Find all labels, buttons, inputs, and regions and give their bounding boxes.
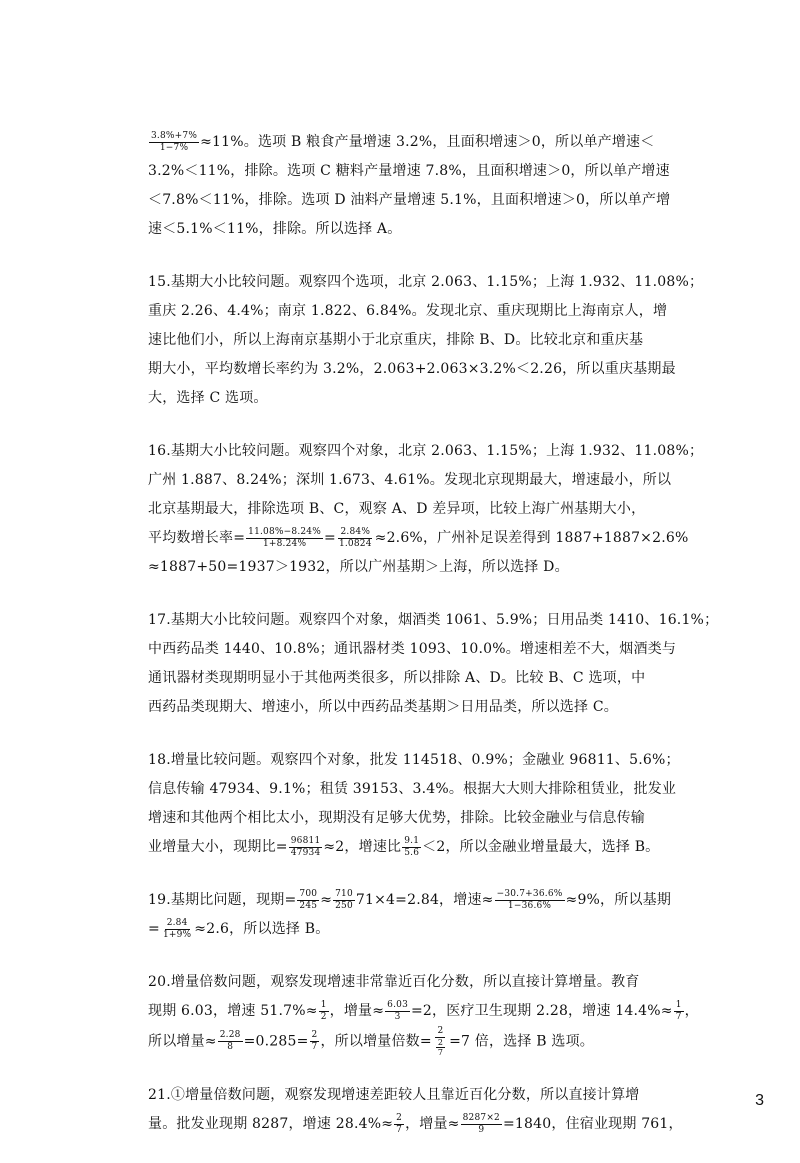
text-line: 速＜5.1%＜11%，排除。所以选择 A。 <box>148 221 402 237</box>
text-line <box>148 524 689 553</box>
text: ，增量≈ <box>405 1116 460 1132</box>
text-line: 期大小，平均数增长率约为 3.2%，2.063+2.063×3.2%＜2.26，所以重庆基期最 <box>148 361 676 377</box>
fraction <box>161 918 193 941</box>
text-line: 广州 1.887、8.24%；深圳 1.673、4.61%。发现北京现期最大，增速最小，所以 <box>148 472 672 488</box>
fraction-numerator: 1 <box>320 999 327 1010</box>
text: =1840，住宿业现期 761， <box>502 1116 683 1132</box>
text-line: 17.基期大小比较问题。观察四个对象，烟酒类 1061、5.9%；日用品类 1410、16.1%； <box>148 612 719 628</box>
paragraph-19 <box>148 886 672 944</box>
fraction <box>246 527 323 550</box>
fraction <box>461 1113 502 1136</box>
fraction-denominator: 1.0824 <box>338 538 372 549</box>
fraction-denominator: 8 <box>227 1042 234 1052</box>
fraction <box>394 1113 404 1136</box>
fraction-numerator: 2 <box>437 1026 444 1036</box>
text-line <box>148 997 699 1026</box>
text-line: 速比他们小，所以上海南京基期小于北京重庆，排除 B、D。比较北京和重庆基 <box>148 332 644 348</box>
text-line: 增速和其他两个相比太小，现期没有足够大优势，排除。比较金融业与信息传输 <box>148 810 645 826</box>
fraction-denominator: 1−36.6% <box>507 900 552 911</box>
fraction <box>674 1000 684 1023</box>
text: 19.基期比问题，现期= <box>148 892 297 908</box>
fraction-denominator: 7 <box>675 1011 682 1022</box>
fraction-numerator: 2 <box>437 1038 444 1047</box>
text: 所以增量≈ <box>148 1033 217 1050</box>
text-line <box>148 833 658 862</box>
text: ≈ <box>320 892 333 908</box>
text-line: 18.增量比较问题。观察四个对象，批发 114518、0.9%；金融业 96811、5.6%； <box>148 752 680 768</box>
fraction-numerator: 11.08%−8.24% <box>248 526 321 537</box>
fraction-numerator: 2.84% <box>340 526 371 537</box>
fraction <box>218 1030 243 1053</box>
page-content <box>148 128 719 1163</box>
paragraph-15 <box>148 268 704 413</box>
text-line: 3.2%＜11%，排除。选项 C 糖料产量增速 7.8%，且面积增速＞0，所以单产增速 <box>148 163 670 179</box>
fraction-denominator: 250 <box>335 900 353 911</box>
fraction-denominator: 5.6 <box>404 847 420 858</box>
nested-fraction <box>436 1038 445 1057</box>
paragraph-continuation <box>148 128 671 244</box>
fraction-numerator: 710 <box>335 888 353 899</box>
fraction <box>337 527 374 550</box>
text: 平均数增长率= <box>148 530 246 546</box>
text: ≈2.6%，广州补足误差得到 1887+1887×2.6% <box>374 530 689 546</box>
text: 业增量大小，现期比= <box>148 839 288 855</box>
text: ，增量≈ <box>329 1003 385 1019</box>
fraction-denominator: 7 <box>311 1042 318 1052</box>
fraction <box>333 889 355 912</box>
text-line: 16.基期大小比较问题。观察四个对象，北京 2.063、1.15%；上海 1.932、11.08%； <box>148 443 704 459</box>
paragraph-20 <box>148 968 699 1057</box>
text-line: 大，选择 C 选项。 <box>148 390 268 406</box>
fraction-denominator: 7 <box>396 1124 403 1135</box>
text-line <box>148 1026 658 1057</box>
fraction-numerator: 6.03 <box>387 999 408 1010</box>
fraction-denominator: 47934 <box>290 847 321 858</box>
fraction-numerator: 2.28 <box>219 1030 241 1040</box>
text-line: 15.基期大小比较问题。观察四个选项，北京 2.063、1.15%；上海 1.932、11.08%； <box>148 274 704 290</box>
page-number: 3 <box>755 1092 764 1109</box>
text: ＜2，所以金融业增量最大，选择 B。 <box>422 839 660 855</box>
fraction <box>289 836 323 859</box>
fraction-denominator: 7 <box>437 1048 444 1057</box>
fraction-numerator: 700 <box>299 888 318 899</box>
text: 71×4=2.84，增速≈ <box>355 892 494 908</box>
fraction <box>310 1030 320 1053</box>
text-line: 信息传输 47934、9.1%；租赁 39153、3.4%。根据大大则大排除租赁业，批发业 <box>148 781 677 797</box>
fraction <box>385 1000 410 1023</box>
fraction-denominator: 1+8.24% <box>262 538 307 549</box>
fraction-denominator: 2 <box>320 1011 327 1022</box>
fraction <box>402 836 421 859</box>
fraction-numerator: −30.7+36.6% <box>496 888 563 899</box>
text-line: ＜7.8%＜11%，排除。选项 D 油料产量增速 5.1%，且面积增速＞0，所以单产增 <box>148 192 671 208</box>
text: ，所以增量倍数= <box>320 1033 432 1050</box>
text: = <box>324 530 336 546</box>
fraction-denominator: 9 <box>478 1124 485 1135</box>
text: =7 倍，选择 B 选项。 <box>449 1033 594 1050</box>
paragraph-16 <box>148 437 704 582</box>
text-line: 通讯器材类现期明显小于其他两类很多，所以排除 A、D。比较 B、C 选项，中 <box>148 670 646 686</box>
text-line: 中西药品类 1440、10.8%；通讯器材类 1093、10.0%。增速相差不大，烟酒类与 <box>148 641 677 657</box>
fraction-numerator: 2 <box>396 1112 403 1123</box>
fraction-numerator: 9.1 <box>404 835 420 846</box>
text: 现期 6.03，增速 51.7%≈ <box>148 1003 318 1019</box>
text: ≈2，增速比 <box>323 839 402 855</box>
fraction-denominator: 1−7% <box>159 142 189 153</box>
text-line <box>148 915 658 944</box>
fraction-denominator <box>433 1038 448 1057</box>
text-line: 重庆 2.26、4.4%；南京 1.822、6.84%。发现北京、重庆现期比上海南京人，增 <box>148 303 668 319</box>
text-line: 西药品类现期大、增速小，所以中西药品类基期＞日用品类，所以选择 C。 <box>148 699 618 715</box>
fraction-denominator: 245 <box>299 900 318 911</box>
text: ≈2.6，所以选择 B。 <box>194 921 330 937</box>
text: = <box>148 921 160 937</box>
paragraph-17 <box>148 606 719 722</box>
fraction-denominator: 1+9% <box>162 929 192 940</box>
text-line <box>148 1110 683 1139</box>
text-line: 21.①增量倍数问题，观察发现增速差距较人且靠近百化分数，所以直接计算增 <box>148 1087 640 1103</box>
paragraph-18 <box>148 746 680 862</box>
text-line: 20.增量倍数问题，观察发现增速非常靠近百化分数，所以直接计算增量。教育 <box>148 974 640 990</box>
text: 量。批发业现期 8287，增速 28.4%≈ <box>148 1116 394 1132</box>
text-line <box>148 886 672 915</box>
fraction-numerator: 96811 <box>290 835 321 846</box>
fraction <box>433 1026 448 1057</box>
fraction-numerator: 2.84 <box>166 917 188 928</box>
paragraph-21 <box>148 1081 683 1139</box>
text: ≈9%，所以基期 <box>565 892 672 908</box>
text: =0.285= <box>243 1033 309 1050</box>
fraction-numerator: 8287×2 <box>462 1112 500 1123</box>
text: ≈11%。选项 B 粮食产量增速 3.2%，且面积增速＞0，所以单产增速＜ <box>200 134 655 150</box>
text-line: ≈1887+50=1937＞1932，所以广州基期＞上海，所以选择 D。 <box>148 559 569 575</box>
text-line <box>148 128 658 157</box>
fraction <box>149 131 199 154</box>
fraction-numerator: 1 <box>675 999 682 1010</box>
text: ， <box>684 1003 699 1019</box>
fraction-denominator: 3 <box>394 1011 401 1022</box>
text: =2，医疗卫生现期 2.28，增速 14.4%≈ <box>411 1003 673 1019</box>
fraction <box>495 889 565 912</box>
text-line: 北京基期最大，排除选项 B、C，观察 A、D 差异项，比较上海广州基期大小， <box>148 501 646 517</box>
fraction <box>297 889 319 912</box>
fraction <box>319 1000 329 1023</box>
fraction-numerator: 2 <box>311 1030 318 1040</box>
fraction-numerator: 3.8%+7% <box>151 130 198 141</box>
